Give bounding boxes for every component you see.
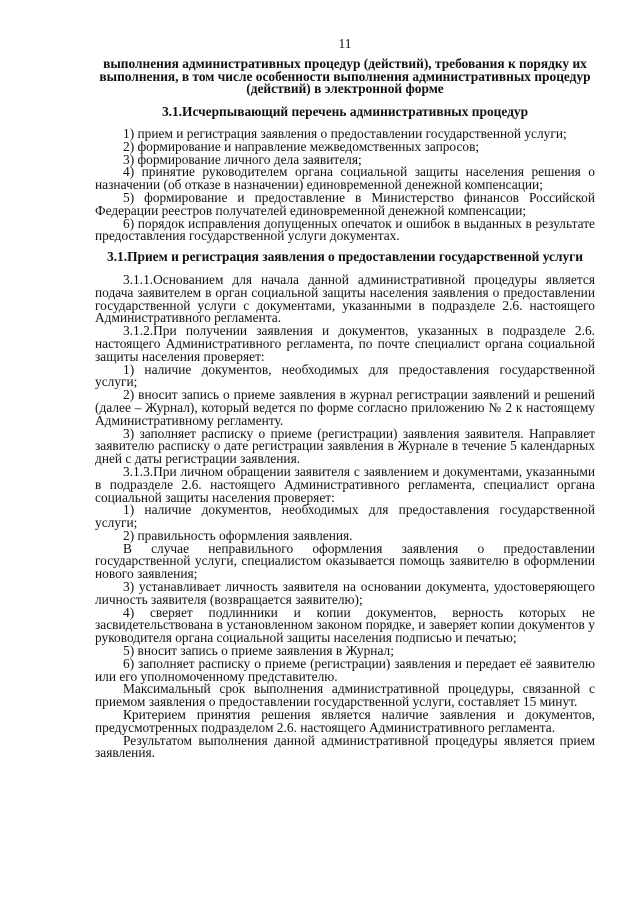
list-item: 3) формирование личного дела заявителя; [123, 151, 362, 167]
paragraph: 1) наличие документов, необходимых для предоставления государственной услуги; [95, 502, 595, 531]
paragraph: 1) наличие документов, необходимых для предоставления государственной услуги; [95, 361, 595, 390]
paragraph: Критерием принятия решения является наличие заявления и документов, предусмотренных подразделом 2.6. настоящего Административного регламента. [95, 707, 595, 735]
paragraph: 3.1.3.При личном обращении заявителя с заявлением и документами, указанными в подразделе 2.6. настоящего Административного регламента, специалист органа социальной защиты населения проверяет: [95, 463, 595, 505]
paragraph: 4) сверяет подлинники и копии документов, верность которых не засвидетельствована в установленном законом порядке, и заверяет копии документов у руководителя органа социальной защиты населения подписью и печатью; [95, 604, 595, 646]
paragraph: Максимальный срок выполнения административной процедуры, связанной с приемом заявления о предоставлении государственной услуги, составляет 15 минут. [95, 681, 595, 710]
paragraph: Результатом выполнения данной административной процедуры является прием заявления. [95, 732, 595, 761]
subsection-body [95, 271, 595, 761]
list-item: 6) порядок исправления допущенных опечаток и ошибок в выданных в результате предоставления государственной услуги документах. [95, 215, 595, 244]
document-page [95, 38, 595, 760]
paragraph: 3) устанавливает личность заявителя на основании документа, удостоверяющего личность заявителя (возвращается заявителю); [95, 579, 595, 607]
paragraph: 5) вносит запись о приеме заявления в Журнал; [123, 643, 394, 659]
paragraph: 3.1.2.При получении заявления и документов, указанных в подразделе 2.6. настоящего Административного регламента, по почте специалист органа социальной защиты населения проверяет: [95, 323, 595, 364]
list-item: 4) принятие руководителем органа социальной защиты населения решения о назначении (об отказе в назначении) единовременной денежной компенсации; [95, 164, 595, 193]
paragraph: 2) правильность оформления заявления. [123, 527, 353, 543]
list-item: 5) формирование и предоставление в Министерство финансов Российской Федерации реестров получателей единовременной денежной компенсации; [95, 189, 595, 218]
page-number: 11 [338, 36, 352, 51]
list-item: 1) прием и регистрация заявления о предоставлении государственной услуги; [123, 125, 567, 141]
intro-heading: выполнения административных процедур (действий), требования к порядку их выполнения, в том числе особенности выполнения административных процедур (действий) в электронной форме [99, 55, 591, 97]
procedures-list [95, 125, 595, 244]
section-3-1-heading: 3.1.Исчерпывающий перечень административных процедур [161, 104, 529, 120]
paragraph: 2) вносит запись о приеме заявления в журнал регистрации заявлений и решений (далее – Журнал), который ведется по форме согласно приложению № 2 к настоящему Административному регламенту. [95, 387, 595, 428]
paragraph: 3.1.1.Основанием для начала данной административной процедуры является подача заявителем в орган социальной защиты населения заявления о предоставлении государственной услуги с документами, указанными в подразделе 2.6. настоящего Административного регламента. [95, 271, 595, 326]
subsection-heading: 3.1.Прием и регистрация заявления о предоставлении государственной услуги [107, 249, 583, 265]
paragraph: 3) заполняет расписку о приеме (регистрации) заявления заявителя. Направляет заявителю расписку о дате регистрации заявления в Журнале в течение 5 календарных дней с даты регистрации заявления. [95, 425, 595, 467]
paragraph: 6) заполняет расписку о приеме (регистрации) заявления и передает её заявителю или его уполномоченному представителю. [95, 655, 595, 684]
paragraph: В случае неправильного оформления заявления о предоставлении государственной услуги, специалистом оказывается помощь заявителю в оформлении нового заявления; [95, 540, 595, 582]
list-item: 2) формирование и направление межведомственных запросов; [123, 138, 480, 154]
